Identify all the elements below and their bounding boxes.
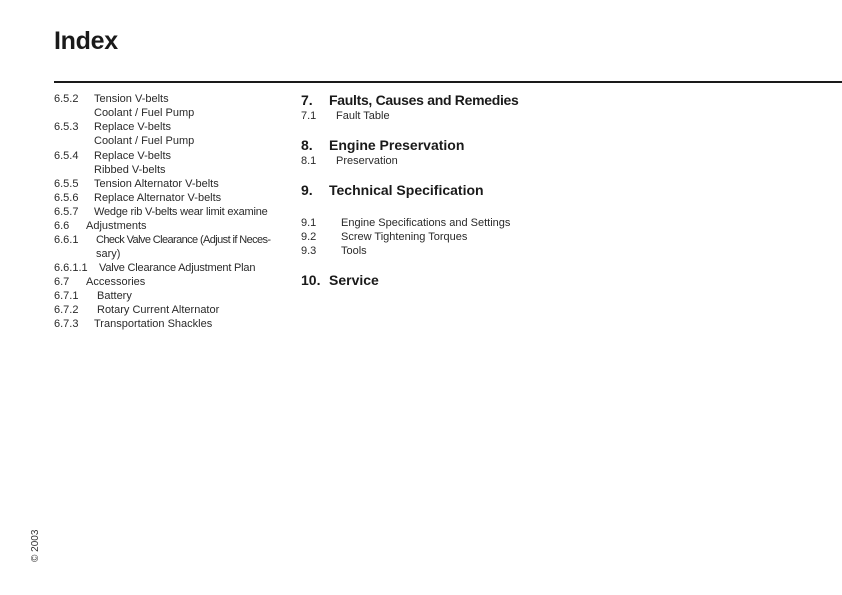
toc-entry-number: 6.5.3 bbox=[54, 121, 79, 133]
toc-entry-number: 7.1 bbox=[301, 110, 317, 122]
toc-entry-title: Tools bbox=[341, 245, 367, 257]
toc-entry-number: 6.5.5 bbox=[54, 178, 79, 190]
toc-entry-title: Battery bbox=[97, 290, 132, 302]
section-title: Technical Specification bbox=[329, 182, 484, 198]
toc-entry-number: 6.6 bbox=[54, 220, 70, 232]
toc-entry-continuation: Coolant / Fuel Pump bbox=[94, 107, 195, 119]
toc-entry-number: 6.5.7 bbox=[54, 206, 79, 218]
toc-entry-title: Valve Clearance Adjustment Plan bbox=[99, 262, 256, 274]
toc-entry-number: 6.7 bbox=[54, 276, 70, 288]
toc-entry-continuation: Coolant / Fuel Pump bbox=[94, 135, 195, 147]
toc-entry-number: 6.7.1 bbox=[54, 290, 79, 302]
section-number: 10. bbox=[301, 272, 321, 288]
section-number: 7. bbox=[301, 92, 313, 108]
section-number: 8. bbox=[301, 137, 313, 153]
toc-entry-title: Replace V-belts bbox=[94, 121, 172, 133]
toc-entry-number: 9.3 bbox=[301, 245, 317, 257]
toc-entry-number: 6.7.2 bbox=[54, 304, 79, 316]
header-divider bbox=[54, 81, 842, 83]
toc-entry-number: 9.1 bbox=[301, 217, 317, 229]
toc-entry-title: Replace Alternator V-belts bbox=[94, 192, 222, 204]
toc-entry-title: Adjustments bbox=[86, 220, 147, 232]
toc-entry-title: Tension V-belts bbox=[94, 93, 169, 105]
toc-entry-title: Accessories bbox=[86, 276, 146, 288]
section-number: 9. bbox=[301, 182, 313, 198]
toc-entry-number: 6.6.1 bbox=[54, 234, 79, 246]
toc-entry-title: Fault Table bbox=[336, 110, 390, 122]
toc-entry-number: 6.5.6 bbox=[54, 192, 79, 204]
toc-entry-number: 9.2 bbox=[301, 231, 317, 243]
toc-entry-title: Replace V-belts bbox=[94, 150, 172, 162]
toc-entry-title: Screw Tightening Torques bbox=[341, 231, 468, 243]
toc-entry-number: 6.5.2 bbox=[54, 93, 79, 105]
toc-entry-title: Check Valve Clearance (Adjust if Neces- bbox=[96, 234, 271, 246]
toc-entry-title: Engine Specifications and Settings bbox=[341, 217, 511, 229]
toc-entry-continuation: sary) bbox=[96, 248, 121, 260]
page-title: Index bbox=[54, 27, 118, 55]
toc-entry-title: Wedge rib V-belts wear limit examine bbox=[94, 206, 268, 218]
section-title: Engine Preservation bbox=[329, 137, 465, 153]
toc-entry-title: Transportation Shackles bbox=[94, 318, 213, 330]
toc-entry-number: 8.1 bbox=[301, 155, 317, 167]
section-title: Faults, Causes and Remedies bbox=[329, 92, 519, 108]
copyright-notice: © 2003 bbox=[30, 529, 41, 562]
toc-entry-number: 6.7.3 bbox=[54, 318, 79, 330]
section-title: Service bbox=[329, 272, 379, 288]
toc-entry-number: 6.6.1.1 bbox=[54, 262, 88, 274]
toc-entry-continuation: Ribbed V-belts bbox=[94, 164, 166, 176]
toc-entry-number: 6.5.4 bbox=[54, 150, 79, 162]
toc-entry-title: Tension Alternator V-belts bbox=[94, 178, 219, 190]
toc-entry-title: Rotary Current Alternator bbox=[97, 304, 220, 316]
toc-entry-title: Preservation bbox=[336, 155, 398, 167]
